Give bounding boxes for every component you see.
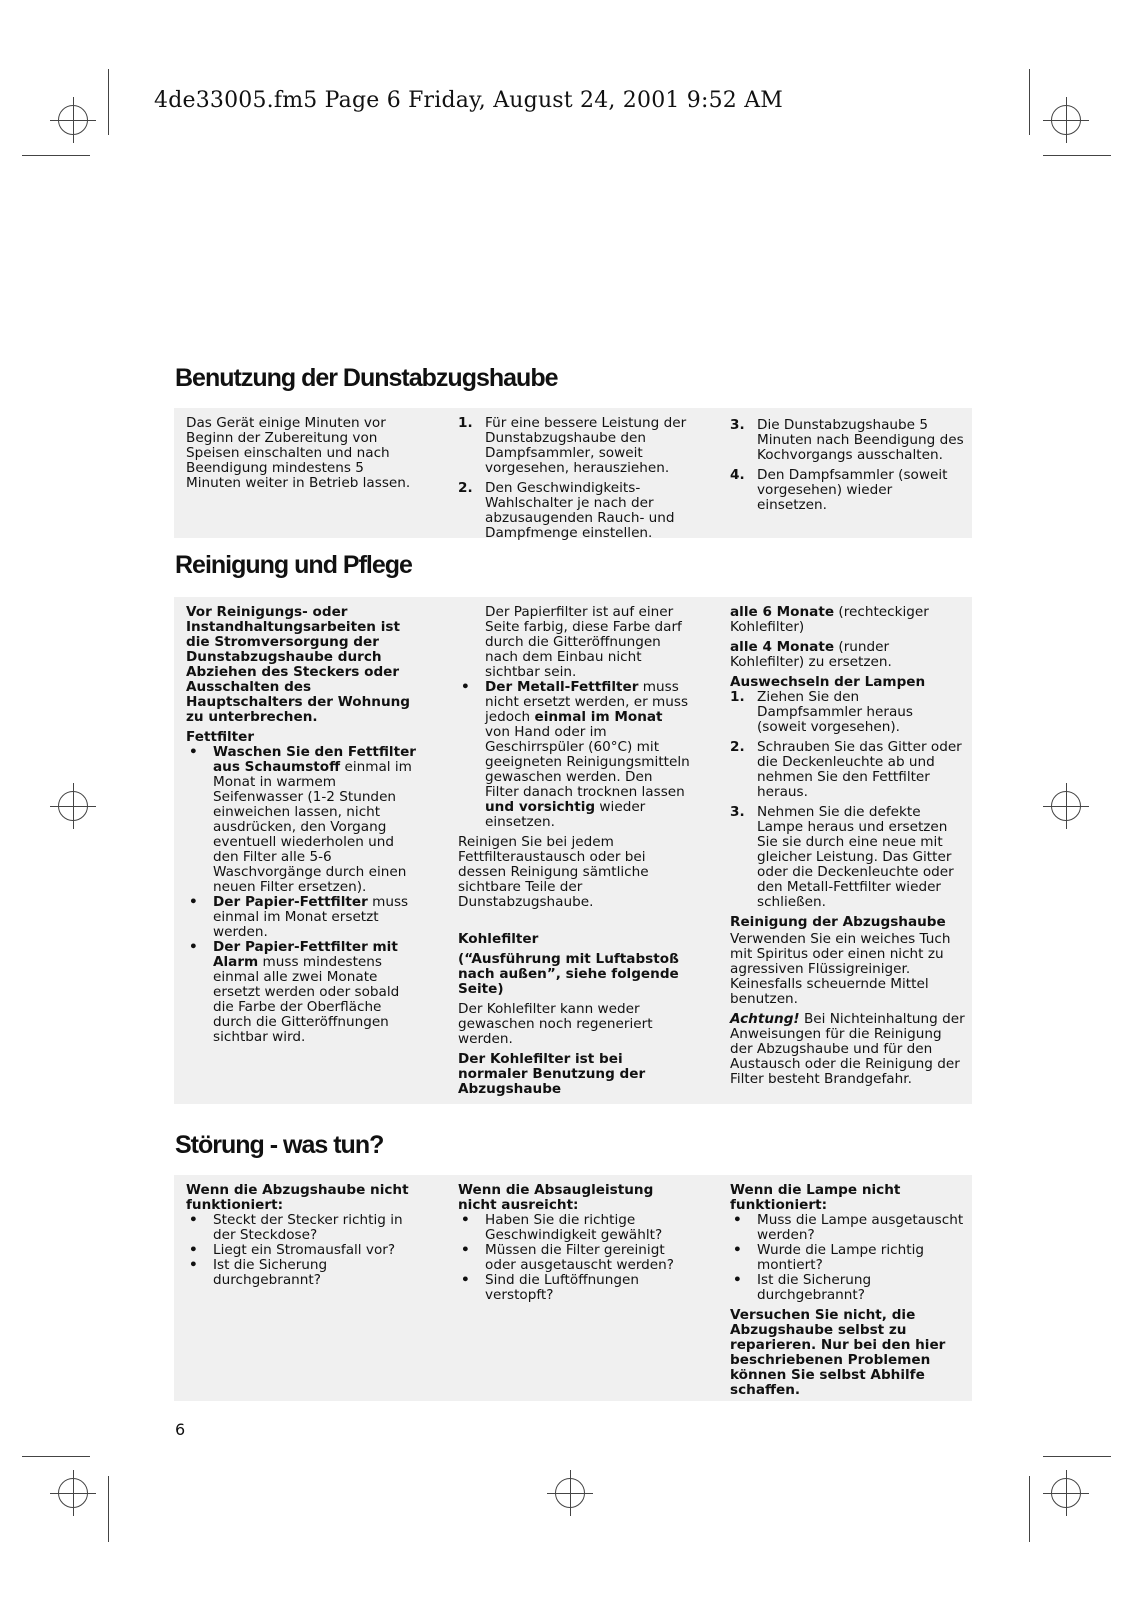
reinigung-col-3 [730, 605, 965, 1092]
fettfilter-heading: Fettfilter [186, 729, 255, 745]
kohlefilter-bold: Der Kohlefilter ist bei normaler Benutzung der Abzugshaube [458, 1051, 646, 1097]
list-item: 1. Ziehen Sie den Dampfsammler heraus (soweit vorgesehen). [730, 689, 913, 735]
registration-mark-icon [1051, 105, 1081, 135]
stoerung-heading: Wenn die Absaugleistung nicht ausreicht: [458, 1182, 654, 1213]
crop-mark [22, 1456, 90, 1457]
reinigen-text: Reinigen Sie bei jedem Fettfilteraustausch oder bei dessen Reinigung sämtliche sichtbare Teile der Dunstabzugshaube. [458, 834, 649, 910]
list-item: • Der Papier-Fettfilter mit Alarm muss mindestens einmal alle zwei Monate ersetzt werden oder sobald die Farbe der Oberfläche durch die Gitteröffnungen sichtbar wird. [189, 939, 400, 1045]
abzugshaube-heading: Reinigung der Abzugshaube [730, 914, 946, 930]
reinigung-col-1 [186, 605, 421, 1045]
stoerung-col-1 [186, 1183, 421, 1288]
kohlefilter-heading: Kohlefilter [458, 931, 539, 947]
list-item: • Waschen Sie den Fettfilter aus Schaumstoff einmal im Monat in warmem Seifenwasser (1-2 Stunden einweichen lassen, nicht ausdrücken, den Vorgang eventuell wiederholen und den Filter alle 5-6 Waschvorgänge durch einen neuen Filter ersetzen). [189, 744, 417, 895]
stoerung-heading: Wenn die Lampe nicht funktioniert: [730, 1182, 901, 1213]
stoerung-footer: Versuchen Sie nicht, die Abzugshaube selbst zu reparieren. Nur bei den hier beschriebenen Problemen können Sie selbst Abhilfe schaffen. [730, 1307, 946, 1398]
papierfilter-text: Der Papierfilter ist auf einer Seite farbig, diese Farbe darf durch die Gitteröffnungen nach dem Einbau nicht sichtbar sein. [485, 604, 682, 680]
benutzung-intro: Das Gerät einige Minuten vor Beginn der Zubereitung von Speisen einschalten und nach Beendigung mindestens 5 Minuten weiter in Betrieb lassen. [186, 415, 411, 491]
stoerung-heading: Wenn die Abzugshaube nicht funktioniert: [186, 1182, 409, 1213]
kohlefilter-4-monate: alle 4 Monate (runder Kohlefilter) zu ersetzen. [730, 639, 892, 670]
kohlefilter-6-monate: alle 6 Monate (rechteckiger Kohlefilter) [730, 604, 929, 635]
section-title-stoerung: Störung - was tun? [175, 1131, 384, 1159]
registration-mark-icon [1051, 1478, 1081, 1508]
list-item: 2. Schrauben Sie das Gitter oder die Deckenleuchte ab und nehmen Sie den Fettfilter heraus. [730, 739, 962, 800]
list-item: • Ist die Sicherung durchgebrannt? [733, 1272, 872, 1303]
list-item: 1. Für eine bessere Leistung der Dunstabzugshaube den Dampfsammler, soweit vorgesehen, herausziehen. [458, 415, 687, 476]
list-item: 3. Nehmen Sie die defekte Lampe heraus und ersetzen Sie sie durch eine neue mit gleicher Leistung. Das Gitter oder die Deckenleuchte oder den Metall-Fettfilter wieder schließen. [730, 804, 954, 910]
crop-mark [108, 1476, 109, 1542]
warning-text: Vor Reinigungs- oder Instandhaltungsarbeiten ist die Stromversorgung der Dunstabzugshaube durch Abziehen des Steckers oder Ausschalten des Hauptschalters der Wohnung zu unterbrechen. [186, 604, 411, 725]
benutzung-col-2 [458, 416, 690, 546]
achtung-text: Achtung! Bei Nichteinhaltung der Anweisungen für die Reinigung der Abzugshaube und für den Austausch oder die Reinigung der Filter besteht Brandgefahr. [730, 1011, 965, 1087]
stoerung-col-2 [458, 1183, 690, 1303]
benutzung-col-3 [730, 418, 965, 518]
registration-mark-icon [1051, 791, 1081, 821]
kohlefilter-subheading: (“Ausführung mit Luftabstoß nach außen”, siehe folgende Seite) [458, 951, 679, 997]
section-title-reinigung: Reinigung und Pflege [175, 551, 412, 579]
page-number: 6 [175, 1420, 186, 1439]
section-title-benutzung: Benutzung der Dunstabzugshaube [175, 364, 558, 392]
abzugshaube-text: Verwenden Sie ein weiches Tuch mit Spiritus oder einen nicht zu agressiven Flüssigreiniger. Keinesfalls scheuernde Mittel benutzen. [730, 931, 951, 1007]
crop-mark [1043, 1456, 1111, 1457]
crop-mark [1043, 155, 1111, 156]
section-box-reinigung [174, 597, 972, 1104]
list-item: 3. Die Dunstabzugshaube 5 Minuten nach Beendigung des Kochvorgangs ausschalten. [730, 417, 964, 463]
print-header: 4de33005.fm5 Page 6 Friday, August 24, 2001 9:52 AM [154, 88, 784, 113]
kohlefilter-text: Der Kohlefilter kann weder gewaschen noch regeneriert werden. [458, 1001, 653, 1047]
list-item: • Liegt ein Stromausfall vor? [189, 1242, 396, 1258]
registration-mark-icon [58, 791, 88, 821]
list-item: • Muss die Lampe ausgetauscht werden? [733, 1212, 964, 1243]
crop-mark [1029, 69, 1030, 135]
registration-mark-icon [555, 1478, 585, 1508]
list-item: 4. Den Dampfsammler (soweit vorgesehen) wieder einsetzen. [730, 467, 948, 513]
crop-mark [1029, 1476, 1030, 1542]
reinigung-col-2 [458, 605, 690, 1102]
list-item: • Ist die Sicherung durchgebrannt? [189, 1257, 328, 1288]
list-item: • Müssen die Filter gereinigt oder ausgetauscht werden? [461, 1242, 674, 1273]
list-item: • Haben Sie die richtige Geschwindigkeit gewählt? [461, 1212, 663, 1243]
stoerung-col-3 [730, 1183, 965, 1403]
registration-mark-icon [58, 105, 88, 135]
list-item: • Der Metall-Fettfilter muss nicht ersetzt werden, er muss jedoch einmal im Monat von Hand oder im Geschirrspüler (60°C) mit geeigneten Reinigungsmitteln gewaschen werden. Den Filter danach trocknen lassen und vorsichtig wieder einsetzen. [461, 679, 690, 830]
list-item: • Sind die Luftöffnungen verstopft? [461, 1272, 640, 1303]
benutzung-col-1 [186, 416, 421, 496]
list-item: • Steckt der Stecker richtig in der Steckdose? [189, 1212, 403, 1243]
crop-mark [22, 155, 90, 156]
section-box-benutzung [174, 408, 972, 541]
list-item: • Wurde die Lampe richtig montiert? [733, 1242, 924, 1273]
list-item: • Der Papier-Fettfilter muss einmal im Monat ersetzt werden. [189, 894, 409, 940]
section-box-stoerung [174, 1175, 972, 1401]
list-item: 2. Den Geschwindigkeits-Wahlschalter je nach der abzusaugenden Rauch- und Dampfmenge einstellen. [458, 480, 675, 541]
registration-mark-icon [58, 1478, 88, 1508]
crop-mark [108, 69, 109, 135]
lampen-heading: Auswechseln der Lampen [730, 674, 926, 690]
